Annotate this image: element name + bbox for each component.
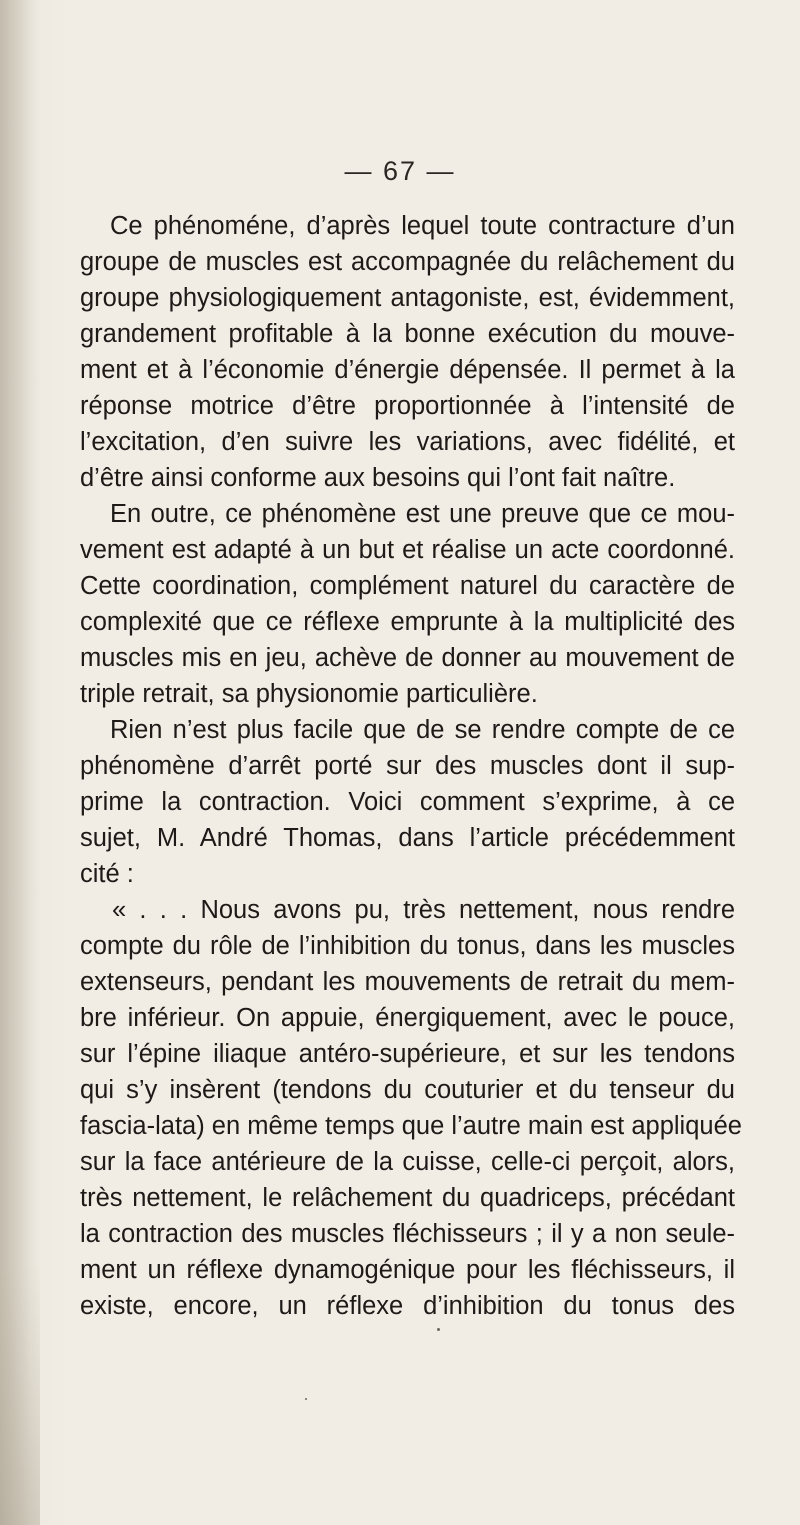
text-line: vement est adapté à un but et réalise un acte coordonné. [80, 536, 735, 564]
text-line: l’excitation, d’en suivre les variations, avec fidélité, et [80, 428, 735, 456]
text-line: muscles mis en jeu, achève de donner au mouvement de [80, 644, 735, 672]
text-line: triple retrait, sa physionomie particulière. [80, 680, 538, 708]
quote-line: sur l’épine iliaque antéro-supérieure, et sur les tendons [80, 1040, 735, 1068]
quote-line: la contraction des muscles fléchisseurs ; il y a non seule- [80, 1220, 735, 1248]
paper-speck [305, 1398, 307, 1400]
page-number: — 67 — [344, 156, 456, 186]
quote-line: fascia-lata) en même temps que l’autre main est appliquée [80, 1112, 742, 1140]
quote-line: « . . . Nous avons pu, très nettement, nous rendre [112, 896, 735, 924]
text-line: Ce phénoméne, d’après lequel toute contracture d’un [110, 212, 735, 240]
text-line: complexité que ce réflexe emprunte à la multiplicité des [80, 608, 735, 636]
text-line: Cette coordination, complément naturel du caractère de [80, 572, 735, 600]
text-line: phénomène d’arrêt porté sur des muscles dont il sup- [80, 752, 735, 780]
quote-line: bre inférieur. On appuie, énergiquement, avec le pouce, [80, 1004, 735, 1032]
quote-line: ment un réflexe dynamogénique pour les fléchisseurs, il [80, 1256, 735, 1284]
text-line: ment et à l’économie d’énergie dépensée. Il permet à la [80, 356, 735, 384]
quote-line: compte du rôle de l’inhibition du tonus, dans les muscles [80, 932, 735, 960]
text-line: Rien n’est plus facile que de se rendre compte de ce [110, 716, 735, 744]
quote-line: extenseurs, pendant les mouvements de retrait du mem- [80, 968, 735, 996]
text-line: réponse motrice d’être proportionnée à l’intensité de [80, 392, 735, 420]
corner-shadow [0, 1265, 40, 1525]
paper-speck [437, 1328, 440, 1331]
text-line: grandement profitable à la bonne exécution du mouve- [80, 320, 735, 348]
quote-line: qui s’y insèrent (tendons du couturier et du tenseur du [80, 1076, 735, 1104]
quote-line: existe, encore, un réflexe d’inhibition du tonus des [80, 1292, 735, 1320]
quote-line: sur la face antérieure de la cuisse, celle-ci perçoit, alors, [80, 1148, 735, 1176]
text-line: groupe de muscles est accompagnée du relâchement du [80, 248, 735, 276]
text-line: prime la contraction. Voici comment s’exprime, à ce [80, 788, 735, 816]
text-line: cité : [80, 860, 134, 888]
text-line: En outre, ce phénomène est une preuve que ce mou- [110, 500, 735, 528]
text-line: groupe physiologiquement antagoniste, est, évidemment, [80, 284, 735, 312]
quote-line: très nettement, le relâchement du quadriceps, précédant [80, 1184, 735, 1212]
text-line: d’être ainsi conforme aux besoins qui l’ont fait naître. [80, 464, 676, 492]
text-line: sujet, M. André Thomas, dans l’article précédemment [80, 824, 735, 852]
